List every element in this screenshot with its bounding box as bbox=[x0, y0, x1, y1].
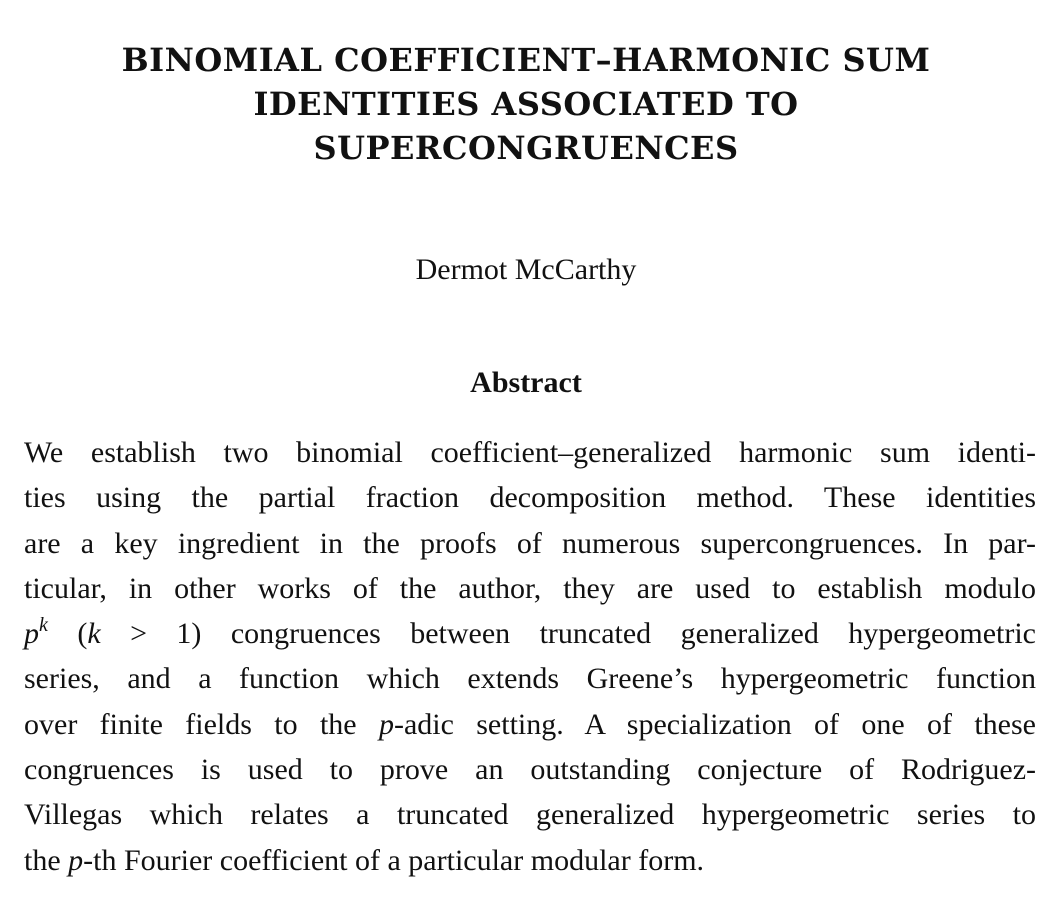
paper-title bbox=[0, 38, 1052, 170]
abstract-text: ( bbox=[47, 617, 88, 651]
abstract-line bbox=[24, 521, 1036, 566]
math-variable: p bbox=[68, 843, 84, 877]
abstract-text: -adic setting. A specialization of one of these bbox=[393, 707, 1036, 741]
abstract-text: are a key ingredient in the proofs of numerous supercongruences. In par- bbox=[24, 526, 1036, 560]
abstract-text: ticular, in other works of the author, they are used to establish modulo bbox=[24, 571, 1036, 605]
abstract-line bbox=[24, 747, 1036, 792]
abstract-text: over finite fields to the bbox=[24, 707, 379, 741]
abstract-line bbox=[24, 475, 1036, 520]
title-line-1: BINOMIAL COEFFICIENT–HARMONIC SUM bbox=[121, 41, 931, 79]
abstract-line bbox=[24, 566, 1036, 611]
abstract-text: We establish two binomial coefficient–generalized harmonic sum identi- bbox=[24, 436, 1036, 469]
math-variable: p bbox=[24, 617, 39, 651]
math-superscript: k bbox=[39, 614, 48, 637]
abstract-text: -th Fourier coefficient of a particular modular form. bbox=[83, 843, 705, 877]
author-name: Dermot McCarthy bbox=[415, 253, 637, 286]
abstract-text: ties using the partial fraction decomposition method. These identities bbox=[24, 481, 1036, 515]
abstract-heading: Abstract bbox=[470, 366, 582, 399]
abstract-line bbox=[24, 792, 1036, 837]
abstract-line bbox=[24, 838, 1036, 883]
abstract-text: series, and a function which extends Greene’s hypergeometric function bbox=[24, 662, 1036, 696]
abstract-line bbox=[24, 430, 1036, 475]
abstract-line bbox=[24, 656, 1036, 701]
abstract-text: Villegas which relates a truncated generalized hypergeometric series to bbox=[24, 798, 1036, 832]
math-variable: p bbox=[378, 707, 394, 741]
math-variable: k bbox=[87, 617, 101, 651]
abstract-body bbox=[24, 430, 1036, 883]
abstract-text: the bbox=[24, 843, 69, 877]
abstract-line bbox=[24, 611, 1036, 656]
title-line-2: IDENTITIES ASSOCIATED TO bbox=[253, 85, 799, 123]
abstract-text: > 1) congruences between truncated generalized hypergeometric bbox=[100, 617, 1036, 651]
abstract-text: congruences is used to prove an outstanding conjecture of Rodriguez- bbox=[24, 753, 1036, 787]
title-line-3: SUPERCONGRUENCES bbox=[313, 129, 739, 167]
abstract-line bbox=[24, 702, 1036, 747]
